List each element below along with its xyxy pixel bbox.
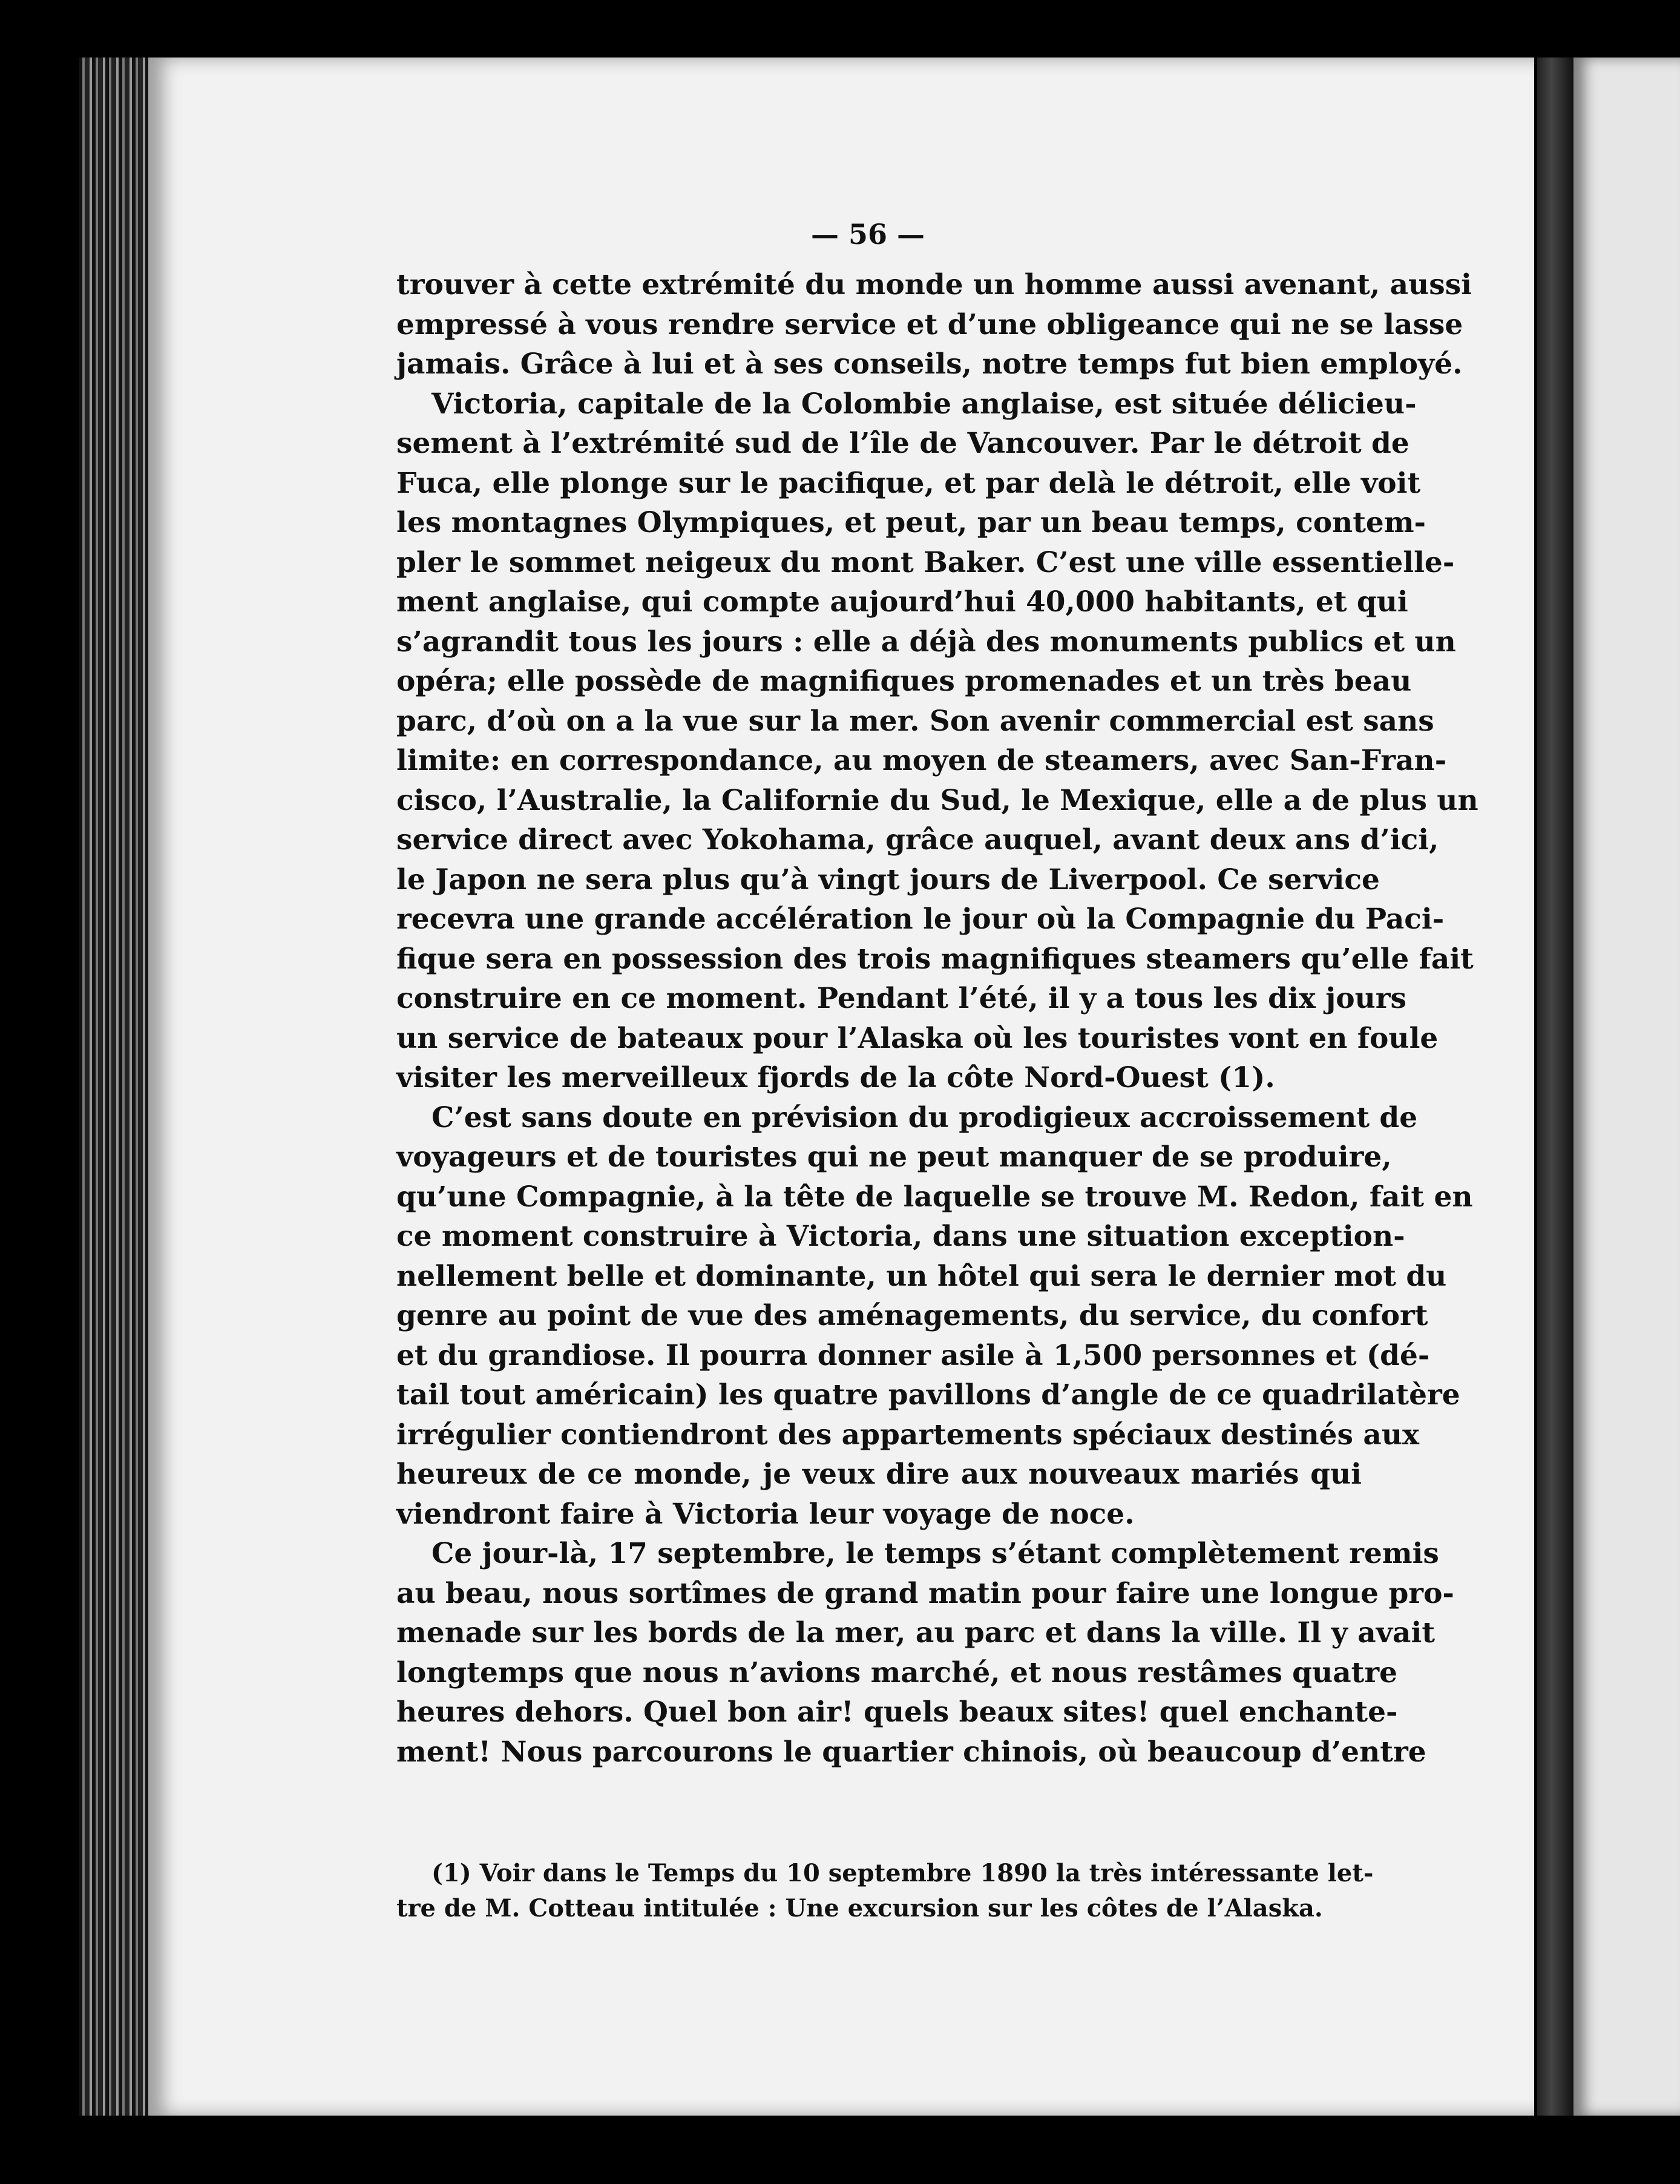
- page-number: — 56 —: [811, 218, 925, 251]
- text-line: trouver à cette extrémité du monde un homme aussi avenant, aussi: [396, 268, 1472, 301]
- text-line: nellement belle et dominante, un hôtel qui sera le dernier mot du: [396, 1259, 1447, 1293]
- text-line: ment anglaise, qui compte aujourd’hui 40,000 habitants, et qui: [396, 585, 1408, 619]
- text-line: empressé à vous rendre service et d’une obligeance qui ne se lasse: [396, 308, 1463, 341]
- text-line: cisco, l’Australie, la Californie du Sud, le Mexique, elle a de plus un: [396, 783, 1478, 817]
- text-line: les montagnes Olympiques, et peut, par un beau temps, contem-: [396, 506, 1426, 539]
- text-line: longtemps que nous n’avions marché, et nous restâmes quatre: [396, 1656, 1398, 1689]
- text-line: le Japon ne sera plus qu’à vingt jours de Liverpool. Ce service: [396, 863, 1380, 896]
- text-line: service direct avec Yokohama, grâce auquel, avant deux ans d’ici,: [396, 823, 1439, 857]
- body-text: [396, 265, 1478, 1772]
- text-line: heures dehors. Quel bon air! quels beaux sites! quel enchante-: [396, 1696, 1398, 1729]
- text-line: qu’une Compagnie, à la tête de laquelle se trouve M. Redon, fait en: [396, 1180, 1473, 1214]
- text-line: tail tout américain) les quatre pavillons d’angle de ce quadrilatère: [396, 1378, 1460, 1412]
- text-line: Victoria, capitale de la Colombie anglaise, est située délicieu-: [431, 387, 1417, 421]
- text-line: irrégulier contiendront des appartements spéciaux destinés aux: [396, 1418, 1420, 1452]
- text-line: voyageurs et de touristes qui ne peut manquer de se produire,: [396, 1140, 1392, 1174]
- footnote-line: (1) Voir dans le Temps du 10 septembre 1890 la très intéressante let-: [431, 1859, 1374, 1887]
- text-line: visiter les merveilleux fjords de la côte Nord-Ouest (1).: [396, 1061, 1275, 1094]
- text-line: C’est sans doute en prévision du prodigieux accroissement de: [431, 1100, 1418, 1134]
- text-line: construire en ce moment. Pendant l’été, il y a tous les dix jours: [396, 982, 1406, 1015]
- text-line: ce moment construire à Victoria, dans une situation exception-: [396, 1220, 1405, 1253]
- text-line: opéra; elle possède de magnifiques promenades et un très beau: [396, 665, 1412, 698]
- text-line: viendront faire à Victoria leur voyage de noce.: [396, 1497, 1135, 1531]
- footnote: [396, 1856, 1374, 1926]
- adjacent-page-edge: [1573, 58, 1680, 2116]
- text-line: parc, d’où on a la vue sur la mer. Son avenir commercial est sans: [396, 704, 1434, 738]
- text-line: au beau, nous sortîmes de grand matin pour faire une longue pro-: [396, 1576, 1454, 1610]
- book-binding-edge: [79, 58, 157, 2116]
- text-line: fique sera en possession des trois magnifiques steamers qu’elle fait: [396, 942, 1474, 976]
- text-line: et du grandiose. Il pourra donner asile à 1,500 personnes et (dé-: [396, 1338, 1430, 1372]
- text-line: jamais. Grâce à lui et à ses conseils, notre temps fut bien employé.: [396, 347, 1463, 381]
- footnote-line: tre de M. Cotteau intitulée : Une excursion sur les côtes de l’Alaska.: [396, 1894, 1323, 1923]
- text-line: ment! Nous parcourons le quartier chinois, où beaucoup d’entre: [396, 1735, 1426, 1769]
- text-line: genre au point de vue des aménagements, du service, du confort: [396, 1299, 1428, 1332]
- text-line: limite: en correspondance, au moyen de steamers, avec San-Fran-: [396, 744, 1447, 777]
- text-line: un service de bateaux pour l’Alaska où les touristes vont en foule: [396, 1021, 1439, 1055]
- text-line: s’agrandit tous les jours : elle a déjà des monuments publics et un: [396, 625, 1456, 659]
- text-line: heureux de ce monde, je veux dire aux nouveaux mariés qui: [396, 1458, 1362, 1491]
- text-line: Fuca, elle plonge sur le pacifique, et par delà le détroit, elle voit: [396, 466, 1421, 500]
- text-line: recevra une grande accélération le jour où la Compagnie du Paci-: [396, 903, 1445, 936]
- text-line: menade sur les bords de la mer, au parc et dans la ville. Il y avait: [396, 1616, 1436, 1650]
- text-line: Ce jour-là, 17 septembre, le temps s’étant complètement remis: [431, 1537, 1439, 1570]
- page-gutter-shadow: [1537, 58, 1573, 2116]
- text-line: sement à l’extrémité sud de l’île de Vancouver. Par le détroit de: [396, 427, 1409, 460]
- text-line: pler le sommet neigeux du mont Baker. C’est une ville essentielle-: [396, 545, 1455, 579]
